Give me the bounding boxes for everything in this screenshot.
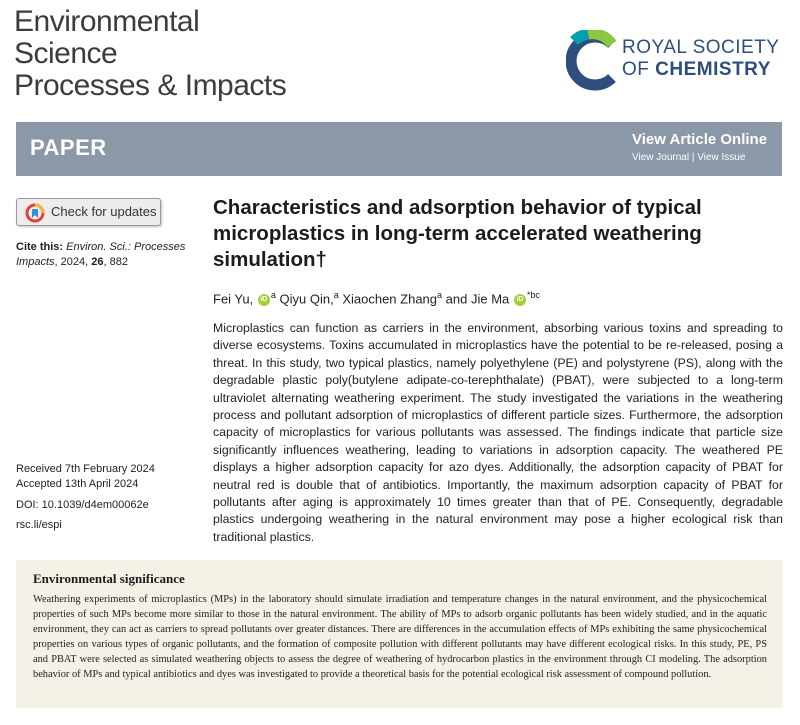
orcid-icon[interactable]: iD <box>514 294 526 306</box>
article-type-banner <box>16 122 782 176</box>
environmental-significance-box <box>16 560 783 708</box>
view-issue-link[interactable]: View Issue <box>697 152 746 163</box>
check-updates-icon <box>25 203 45 223</box>
article-type-label: PAPER <box>30 135 107 160</box>
rsc-name-line2 <box>622 59 779 81</box>
view-journal-link[interactable]: View Journal <box>632 152 690 163</box>
link-separator: | <box>689 152 698 163</box>
rsc-logo-mark-icon <box>566 30 618 92</box>
significance-title: Environmental significance <box>33 571 185 586</box>
orcid-icon[interactable]: iD <box>258 294 270 306</box>
journal-title-line1: Environmental <box>14 5 200 38</box>
cite-volume: 26 <box>91 256 104 268</box>
rsc-name-line1: ROYAL SOCIETY <box>622 37 780 58</box>
significance-body: Weathering experiments of microplastics (MPs) in the laboratory should simulate irradiation and temperature changes in the natural environment, and the physicochemical properties of such MPs become more similar to those in the natural environment. The ability of MPs to adsorb organic pollutants has been widely studied, and in the aquatic environment, they can act as carriers to spread pollutants over greater distances. There are differences in the accumulation effects of MPs exhibiting the same physicochemical properties on various types of organic pollutants, and the formation of composite pollution with different pollutants may have different ecological risks. In this study, PE, PS and PBAT were selected as simulated weathering objects to assess the degree of weathering of hydrocarbon plastics in the environment through CI modeling. The adsorption behavior of MPs and typical antibiotics and dyes was investigated to provide a theoretical basis for the potential ecological risk assessment of compound pollution. <box>33 594 767 680</box>
journal-title-line3: Processes & Impacts <box>14 69 287 102</box>
check-for-updates-label: Check for updates <box>51 204 157 219</box>
accepted-date: Accepted 13th April 2024 <box>16 478 139 490</box>
doi[interactable]: DOI: 10.1039/d4em00062e <box>16 499 149 511</box>
cite-page: , 882 <box>103 256 128 268</box>
check-for-updates-button[interactable] <box>16 198 161 226</box>
rsc-name-prefix: OF <box>622 59 656 80</box>
article-links <box>632 131 768 163</box>
article-history <box>16 462 196 492</box>
rsc-name-bold: CHEMISTRY <box>655 59 771 80</box>
journal-short-link[interactable]: rsc.li/espi <box>16 519 62 531</box>
view-article-online-link[interactable]: View Article Online <box>632 131 768 148</box>
author-affiliation: *bc <box>526 290 540 300</box>
author-name[interactable]: Fei Yu, <box>213 291 254 307</box>
citation <box>16 240 186 270</box>
received-date: Received 7th February 2024 <box>16 463 155 475</box>
author-affiliation: a <box>333 290 339 300</box>
author-affiliation: a <box>437 290 443 300</box>
cite-label: Cite this: <box>16 241 64 253</box>
abstract: Microplastics can function as carriers in the environment, absorbing various toxins and spreading to diverse ecosystems. Toxins accumulated in microplastics have the potential to be re-released, posing a threat. In this study, two typical plastics, namely polyethylene (PE) and polystyrene (PS), along with the degradable plastic poly(butylene adipate-co-terephthalate) (PBAT), were subjected to a long-term ultraviolet alternating weathering experiment. The study investigated the variations in the weathering process and pollutant adsorption of microplastics of different particle sizes. Furthermore, the adsorption capacity of microplastics for various pollutants was assessed. The findings indicate that particle size significantly influences weathering, leading to variations in adsorption capacity. The weathered PE displays a higher adsorption capacity for azo dyes. Additionally, the adsorption capacity of PBAT for neutral red is double that of antibiotics. Importantly, the maximum adsorption capacity of PBAT for pollutants after aging is approximately 10 times greater than that of PE. Consequently, degradable plastics undergoing weathering in the natural environment may pose a higher ecological risk than traditional plastics. <box>213 321 783 544</box>
article-title: Characteristics and adsorption behavior of typical microplastics in long-term accelerated weathering simulation† <box>213 196 702 271</box>
journal-title-line2: Science <box>14 37 118 70</box>
cite-year: , 2024, <box>54 256 92 268</box>
author-list <box>213 290 540 306</box>
rsc-logo[interactable] <box>566 30 786 92</box>
journal-title <box>14 6 286 102</box>
author-name[interactable]: and Jie Ma <box>445 291 510 307</box>
author-name[interactable]: Xiaochen Zhang <box>342 291 438 307</box>
author-affiliation: a <box>270 290 276 300</box>
cite-journal: Environ. Sci.: Processes Impacts <box>16 241 186 268</box>
author-name[interactable]: Qiyu Qin, <box>279 291 334 307</box>
